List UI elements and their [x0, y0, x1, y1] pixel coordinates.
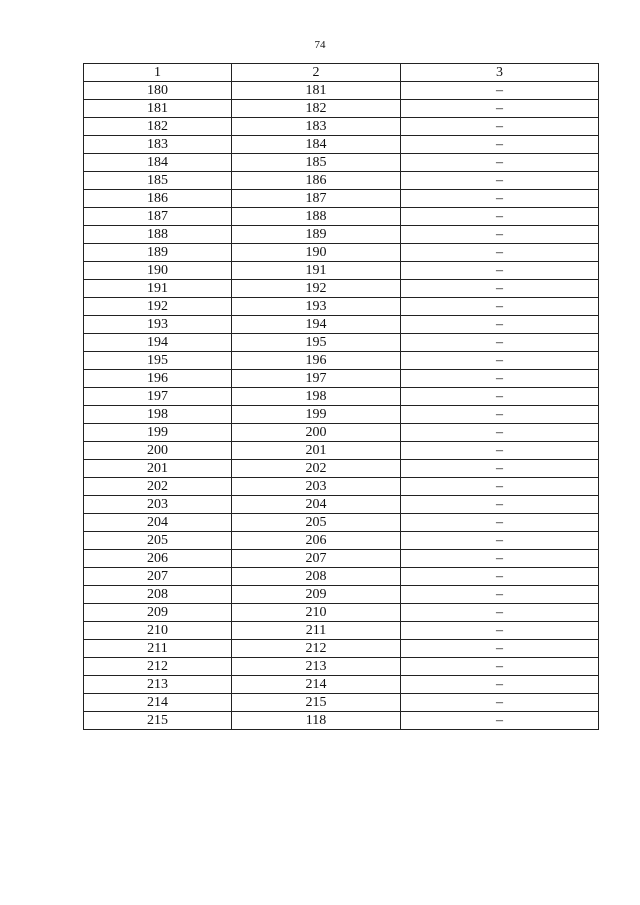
- table-cell-col-3: –: [401, 478, 599, 496]
- table-body: [84, 82, 599, 730]
- table-row: [84, 442, 599, 460]
- table-cell-col-1: 196: [84, 370, 232, 388]
- table-row: [84, 334, 599, 352]
- table-cell-col-2: 186: [232, 172, 401, 190]
- table-cell-col-3: –: [401, 604, 599, 622]
- table-cell-col-2: 215: [232, 694, 401, 712]
- table-cell-col-3: –: [401, 136, 599, 154]
- table-cell-col-1: 180: [84, 82, 232, 100]
- table-cell-col-3: –: [401, 622, 599, 640]
- table-cell-col-2: 205: [232, 514, 401, 532]
- table-cell-col-3: –: [401, 550, 599, 568]
- table-cell-col-1: 181: [84, 100, 232, 118]
- table-cell-col-2: 192: [232, 280, 401, 298]
- table-cell-col-2: 207: [232, 550, 401, 568]
- table-cell-col-2: 202: [232, 460, 401, 478]
- table-cell-col-1: 190: [84, 262, 232, 280]
- table-row: [84, 478, 599, 496]
- table-cell-col-1: 185: [84, 172, 232, 190]
- table-cell-col-1: 201: [84, 460, 232, 478]
- table-cell-col-2: 189: [232, 226, 401, 244]
- data-table: [83, 63, 599, 730]
- table-cell-col-3: –: [401, 172, 599, 190]
- table-cell-col-3: –: [401, 226, 599, 244]
- table-cell-col-1: 200: [84, 442, 232, 460]
- table-cell-col-3: –: [401, 694, 599, 712]
- table-cell-col-3: –: [401, 388, 599, 406]
- table-row: [84, 640, 599, 658]
- table-cell-col-1: 195: [84, 352, 232, 370]
- table-row: [84, 226, 599, 244]
- table-cell-col-2: 181: [232, 82, 401, 100]
- table-row: [84, 244, 599, 262]
- table-cell-col-3: –: [401, 208, 599, 226]
- table-cell-col-3: –: [401, 100, 599, 118]
- table-cell-col-1: 199: [84, 424, 232, 442]
- table-cell-col-1: 189: [84, 244, 232, 262]
- table-row: [84, 280, 599, 298]
- table-row: [84, 190, 599, 208]
- table-cell-col-2: 203: [232, 478, 401, 496]
- table-cell-col-1: 210: [84, 622, 232, 640]
- table-cell-col-3: –: [401, 352, 599, 370]
- table-cell-col-2: 199: [232, 406, 401, 424]
- table-cell-col-2: 212: [232, 640, 401, 658]
- table-cell-col-2: 182: [232, 100, 401, 118]
- table-row: [84, 118, 599, 136]
- table-cell-col-2: 184: [232, 136, 401, 154]
- table-row: [84, 460, 599, 478]
- table-row: [84, 676, 599, 694]
- table-cell-col-2: 213: [232, 658, 401, 676]
- table-row: [84, 568, 599, 586]
- table-cell-col-3: –: [401, 586, 599, 604]
- table-cell-col-3: –: [401, 568, 599, 586]
- table-cell-col-3: –: [401, 658, 599, 676]
- table-cell-col-1: 192: [84, 298, 232, 316]
- table-row: [84, 370, 599, 388]
- table-row: [84, 388, 599, 406]
- table-cell-col-2: 187: [232, 190, 401, 208]
- table-row: [84, 172, 599, 190]
- table-row: [84, 352, 599, 370]
- table-cell-col-3: –: [401, 424, 599, 442]
- table-cell-col-3: –: [401, 334, 599, 352]
- table-row: [84, 532, 599, 550]
- table-cell-col-1: 206: [84, 550, 232, 568]
- table-cell-col-2: 198: [232, 388, 401, 406]
- table-cell-col-2: 201: [232, 442, 401, 460]
- table-cell-col-3: –: [401, 262, 599, 280]
- table-row: [84, 154, 599, 172]
- table-cell-col-1: 207: [84, 568, 232, 586]
- table-cell-col-1: 193: [84, 316, 232, 334]
- header-cell-2: 2: [232, 64, 401, 82]
- table-row: [84, 262, 599, 280]
- table-row: [84, 550, 599, 568]
- table-cell-col-2: 195: [232, 334, 401, 352]
- table-cell-col-3: –: [401, 154, 599, 172]
- table-cell-col-3: –: [401, 532, 599, 550]
- table-row: [84, 496, 599, 514]
- table-cell-col-1: 184: [84, 154, 232, 172]
- table-cell-col-2: 193: [232, 298, 401, 316]
- table-cell-col-3: –: [401, 190, 599, 208]
- table-cell-col-1: 203: [84, 496, 232, 514]
- table-cell-col-3: –: [401, 406, 599, 424]
- table-row: [84, 82, 599, 100]
- table-cell-col-1: 208: [84, 586, 232, 604]
- table-cell-col-2: 208: [232, 568, 401, 586]
- header-row: [84, 64, 599, 82]
- table-cell-col-3: –: [401, 82, 599, 100]
- table-row: [84, 514, 599, 532]
- table-cell-col-2: 118: [232, 712, 401, 730]
- table-row: [84, 298, 599, 316]
- table-cell-col-3: –: [401, 514, 599, 532]
- table-cell-col-2: 191: [232, 262, 401, 280]
- table-cell-col-2: 196: [232, 352, 401, 370]
- table-cell-col-3: –: [401, 496, 599, 514]
- header-cell-1: 1: [84, 64, 232, 82]
- table-row: [84, 316, 599, 334]
- table-cell-col-3: –: [401, 460, 599, 478]
- table-cell-col-2: 190: [232, 244, 401, 262]
- table-cell-col-1: 191: [84, 280, 232, 298]
- table-cell-col-1: 182: [84, 118, 232, 136]
- table-cell-col-1: 204: [84, 514, 232, 532]
- table-cell-col-3: –: [401, 298, 599, 316]
- table-cell-col-2: 194: [232, 316, 401, 334]
- table-cell-col-1: 205: [84, 532, 232, 550]
- table-cell-col-2: 188: [232, 208, 401, 226]
- table-row: [84, 694, 599, 712]
- table-row: [84, 712, 599, 730]
- table-cell-col-3: –: [401, 244, 599, 262]
- table-cell-col-1: 197: [84, 388, 232, 406]
- table-cell-col-1: 202: [84, 478, 232, 496]
- table-cell-col-3: –: [401, 118, 599, 136]
- table-row: [84, 136, 599, 154]
- table-row: [84, 586, 599, 604]
- table-cell-col-3: –: [401, 280, 599, 298]
- table-cell-col-1: 214: [84, 694, 232, 712]
- table-cell-col-1: 211: [84, 640, 232, 658]
- table-cell-col-1: 212: [84, 658, 232, 676]
- table-cell-col-3: –: [401, 676, 599, 694]
- table-cell-col-1: 209: [84, 604, 232, 622]
- table-cell-col-2: 185: [232, 154, 401, 172]
- table-cell-col-1: 186: [84, 190, 232, 208]
- table-cell-col-2: 209: [232, 586, 401, 604]
- table-cell-col-1: 198: [84, 406, 232, 424]
- table-row: [84, 622, 599, 640]
- table-cell-col-1: 188: [84, 226, 232, 244]
- table-cell-col-1: 213: [84, 676, 232, 694]
- table-cell-col-1: 215: [84, 712, 232, 730]
- table-cell-col-3: –: [401, 442, 599, 460]
- table-row: [84, 100, 599, 118]
- table-cell-col-2: 183: [232, 118, 401, 136]
- table-row: [84, 208, 599, 226]
- table-cell-col-2: 204: [232, 496, 401, 514]
- table-row: [84, 424, 599, 442]
- table-row: [84, 658, 599, 676]
- table-cell-col-1: 183: [84, 136, 232, 154]
- table-cell-col-2: 214: [232, 676, 401, 694]
- table-row: [84, 604, 599, 622]
- table-row: [84, 406, 599, 424]
- table-cell-col-2: 197: [232, 370, 401, 388]
- table-cell-col-2: 210: [232, 604, 401, 622]
- table-header: [84, 64, 599, 82]
- table-cell-col-2: 211: [232, 622, 401, 640]
- table-cell-col-2: 206: [232, 532, 401, 550]
- table-cell-col-1: 187: [84, 208, 232, 226]
- table-cell-col-2: 200: [232, 424, 401, 442]
- header-cell-3: 3: [401, 64, 599, 82]
- table-cell-col-3: –: [401, 370, 599, 388]
- table-cell-col-1: 194: [84, 334, 232, 352]
- page-number: 74: [314, 39, 326, 51]
- table-cell-col-3: –: [401, 316, 599, 334]
- table-cell-col-3: –: [401, 640, 599, 658]
- table-cell-col-3: –: [401, 712, 599, 730]
